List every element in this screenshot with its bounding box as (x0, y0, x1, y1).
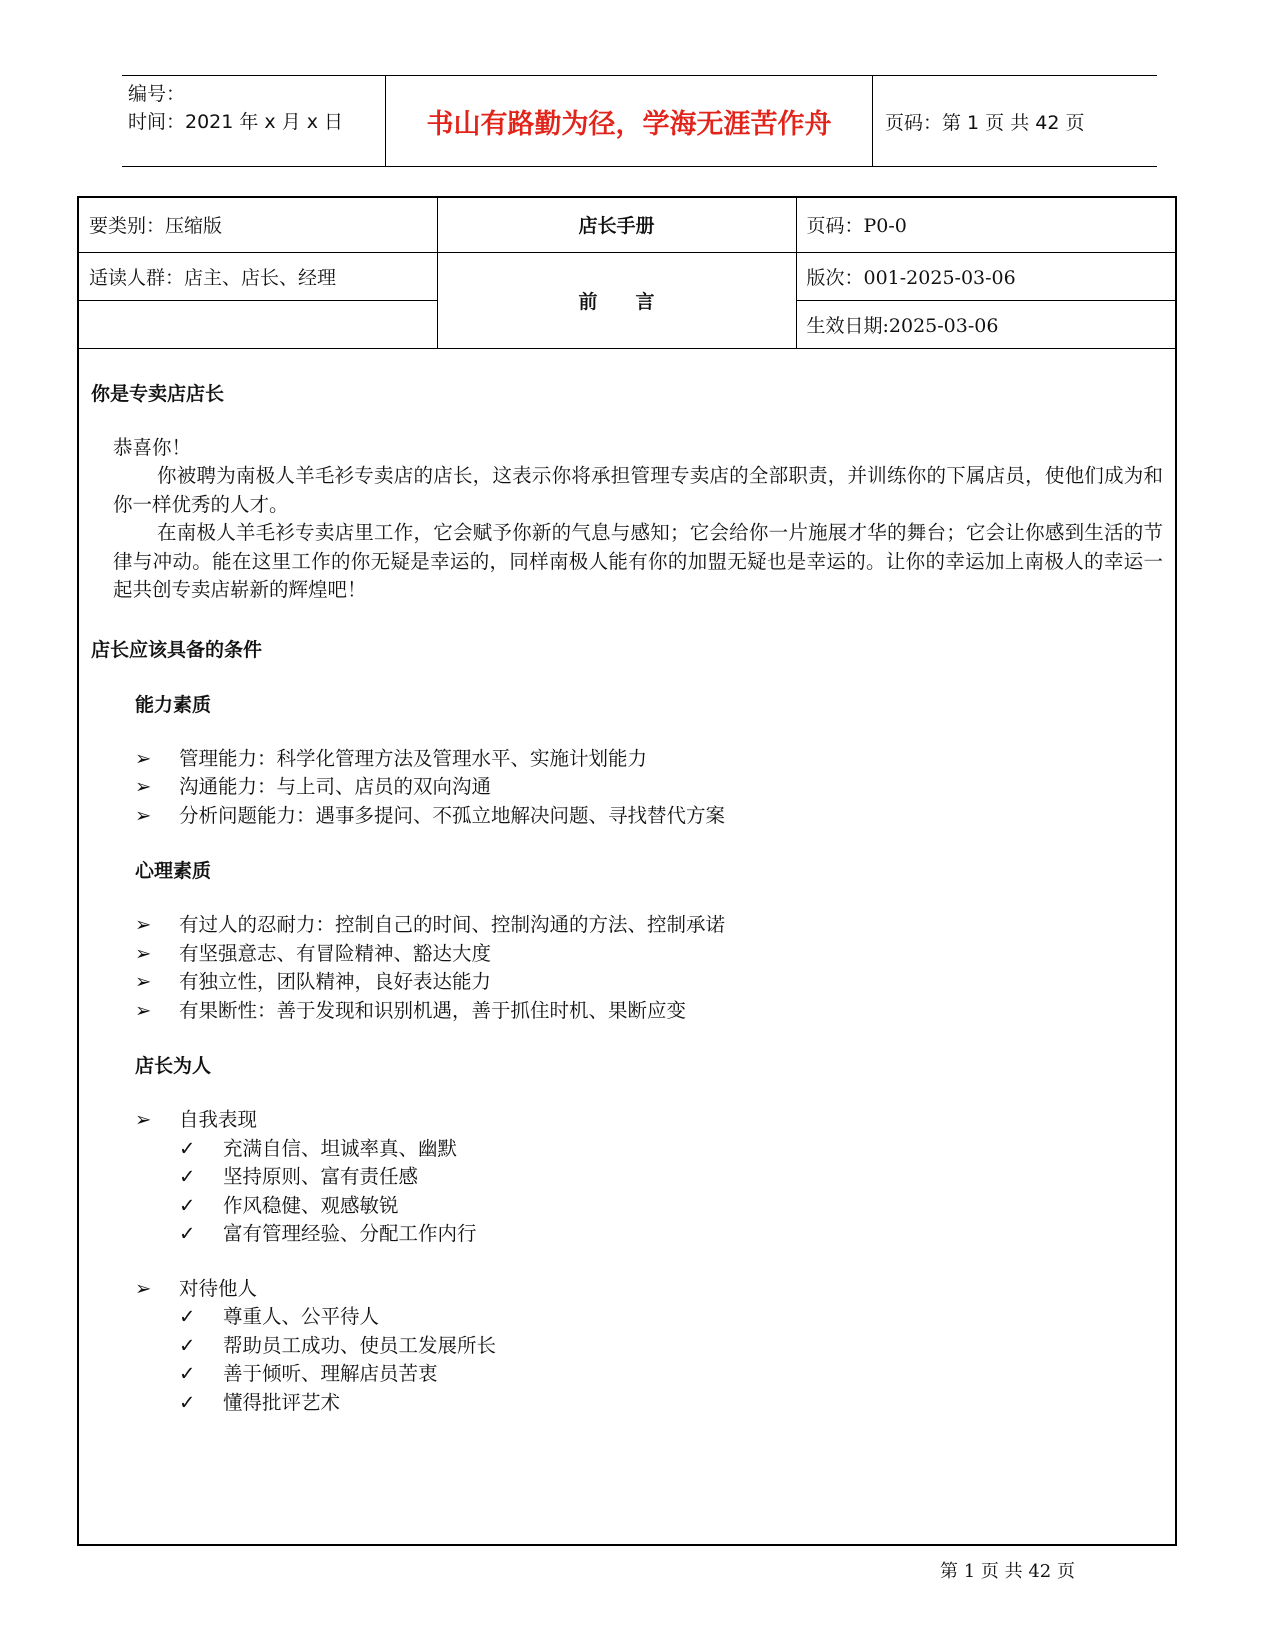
list-item-text: 分析问题能力：遇事多提问、不孤立地解决问题、寻找替代方案 (179, 803, 726, 827)
header-page-info: 页码：第 1 页 共 42 页 (885, 111, 1085, 134)
list-item (179, 1163, 1163, 1192)
list-item-text: 有果断性：善于发现和识别机遇，善于抓住时机、果断应变 (179, 998, 687, 1022)
main-frame (77, 196, 1177, 1546)
audience-cell: 适读人群：店主、店长、经理 (79, 252, 437, 300)
arrow-bullet-icon: ➢ (135, 941, 152, 965)
checkmark-icon: ✓ (179, 1390, 196, 1414)
version-cell: 版次：001-2025-03-06 (796, 252, 1175, 300)
heading-store-manager: 你是专卖店店长 (91, 382, 225, 405)
subheading-mental: 心理素质 (135, 860, 212, 882)
others-label: 对待他人 (179, 1276, 258, 1300)
list-item (135, 940, 1163, 969)
list-item (135, 968, 1163, 997)
page-code: 页码：P0-0 (796, 198, 1175, 252)
list-item-text: 管理能力：科学化管理方法及管理水平、实施计划能力 (179, 746, 648, 770)
list-item-text: 充满自信、坦诚率真、幽默 (223, 1136, 458, 1160)
content-body (79, 349, 1175, 1418)
list-item-text: 沟通能力：与上司、店员的双向沟通 (179, 775, 492, 798)
category-cell: 要类别：压缩版 (79, 198, 437, 252)
arrow-bullet-icon: ➢ (135, 775, 152, 798)
list-item (179, 1332, 1163, 1361)
list-item (179, 1303, 1163, 1332)
self-label: 自我表现 (179, 1108, 258, 1131)
self-list (91, 1135, 1163, 1249)
arrow-bullet-icon: ➢ (135, 913, 152, 936)
list-item (179, 1135, 1163, 1164)
list-item-text: 有独立性，团队精神，良好表达能力 (179, 970, 492, 993)
list-item (179, 1220, 1163, 1249)
arrow-bullet-icon: ➢ (135, 1276, 152, 1300)
list-item (135, 911, 1163, 940)
subheading-ability: 能力素质 (135, 693, 212, 716)
checkmark-icon: ✓ (179, 1136, 196, 1160)
arrow-bullet-icon: ➢ (135, 1108, 152, 1131)
list-item-text: 坚持原则、富有责任感 (223, 1165, 419, 1188)
number-label: 编号： (128, 83, 186, 105)
mental-list (91, 911, 1163, 1025)
list-item-text: 有过人的忍耐力：控制自己的时间、控制沟通的方法、控制承诺 (179, 913, 726, 936)
others-list (91, 1303, 1163, 1417)
paragraph-2: 在南极人羊毛衫专卖店里工作，它会赋予你新的气息与感知；它会给你一片施展才华的舞台；它会让你感到生活的节律与冲动。能在这里工作的你无疑是幸运的，同样南极人能有你的加盟无疑也是幸运的。让你的幸运加上南极人的幸运一起共创专卖店崭新的辉煌吧！ (113, 521, 1163, 601)
list-item (179, 1389, 1163, 1418)
checkmark-icon: ✓ (179, 1305, 196, 1328)
greeting: 恭喜你！ (113, 435, 192, 459)
list-item-text: 作风稳健、观感敏锐 (223, 1193, 399, 1217)
list-item-text: 有坚强意志、有冒险精神、豁达大度 (179, 941, 492, 965)
empty-cell (79, 300, 437, 348)
list-item-text: 懂得批评艺术 (223, 1390, 341, 1414)
checkmark-icon: ✓ (179, 1222, 196, 1245)
subheading-character: 店长为人 (135, 1055, 212, 1077)
heading-requirements: 店长应该具备的条件 (91, 638, 263, 661)
list-item (135, 773, 1163, 802)
time-label: 时间：2021 年 x 月 x 日 (128, 111, 344, 133)
list-item-text: 富有管理经验、分配工作内行 (223, 1222, 477, 1245)
list-item (135, 1275, 1163, 1304)
ability-list (91, 745, 1163, 831)
arrow-bullet-icon: ➢ (135, 998, 152, 1022)
arrow-bullet-icon: ➢ (135, 970, 152, 993)
list-item (135, 997, 1163, 1026)
checkmark-icon: ✓ (179, 1333, 196, 1357)
doc-title: 店长手册 (437, 198, 796, 252)
arrow-bullet-icon: ➢ (135, 803, 152, 827)
list-item-text: 善于倾听、理解店员苦衷 (223, 1362, 438, 1385)
list-item (135, 1106, 1163, 1135)
page-footer: 第 1 页 共 42 页 (940, 1561, 1075, 1582)
section-title: 前 言 (437, 252, 796, 348)
list-item (179, 1192, 1163, 1221)
header-meta (122, 76, 386, 166)
checkmark-icon: ✓ (179, 1362, 196, 1385)
paragraph-1: 你被聘为南极人羊毛衫专卖店的店长，这表示你将承担管理专卖店的全部职责，并训练你的下属店员，使他们成为和你一样优秀的人才。 (113, 464, 1163, 516)
arrow-bullet-icon: ➢ (135, 746, 152, 770)
list-item (179, 1360, 1163, 1389)
list-item-text: 尊重人、公平待人 (223, 1305, 380, 1328)
checkmark-icon: ✓ (179, 1193, 196, 1217)
info-table (79, 198, 1175, 349)
motto: 书山有路勤为径，学海无涯苦作舟 (386, 76, 873, 166)
top-header (122, 75, 1157, 167)
effective-date-cell: 生效日期:2025-03-06 (796, 300, 1175, 348)
list-item (135, 745, 1163, 774)
list-item-text: 帮助员工成功、使员工发展所长 (223, 1333, 497, 1357)
list-item (135, 802, 1163, 831)
checkmark-icon: ✓ (179, 1165, 196, 1188)
